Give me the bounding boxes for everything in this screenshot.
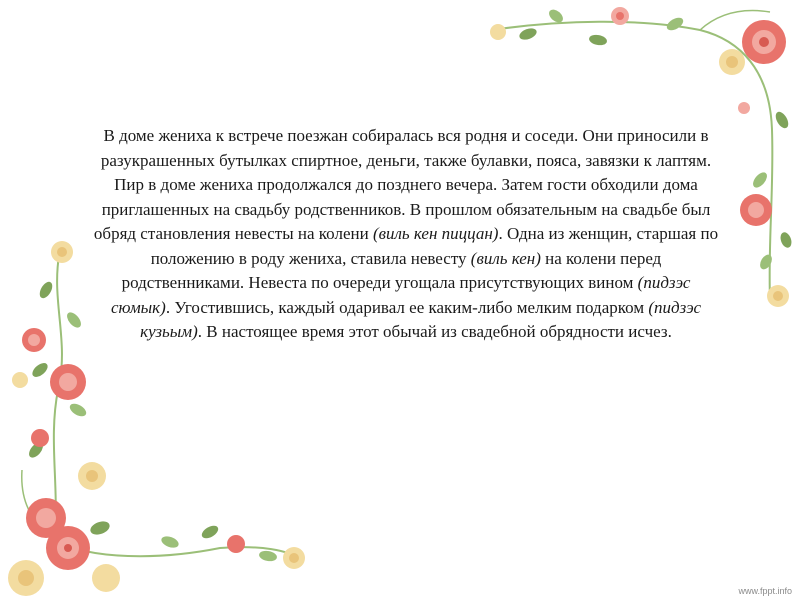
italic-term: (пидзэс сюмык) [110, 273, 691, 317]
text-run: В доме жениха к встрече поезжан собиралась вся родня и соседи. Они приносили в разукрашенных бутылках спиртное, деньги, также булавки, пояса, завязки к лаптям. Пир в доме жениха продолжался до позднего вечера. Затем гости обходили дома приглашенных на свадьбу родственников. В прошлом обязательным на свадьбе был обряд становления невесты на колени [93, 126, 712, 243]
text-run: на колени перед родственниками. Невеста по очереди угощала присутствующих вином [121, 248, 662, 292]
body-paragraph [92, 124, 720, 345]
text-run: . В настоящее время этот обычай из свадебной обрядности исчез. [197, 322, 672, 341]
italic-term: (пидзэс кузьым) [140, 297, 702, 341]
watermark: www.fppt.info [738, 586, 792, 596]
text-run: . Одна из женщин, старшая по положению в роду жениха, ставила невесту [150, 224, 719, 268]
text-run: . Угостившись, каждый одаривал ее каким-либо мелким подарком [165, 297, 649, 317]
italic-term: (виль кен пиццан) [372, 224, 499, 243]
italic-term: (виль кен) [470, 248, 541, 268]
